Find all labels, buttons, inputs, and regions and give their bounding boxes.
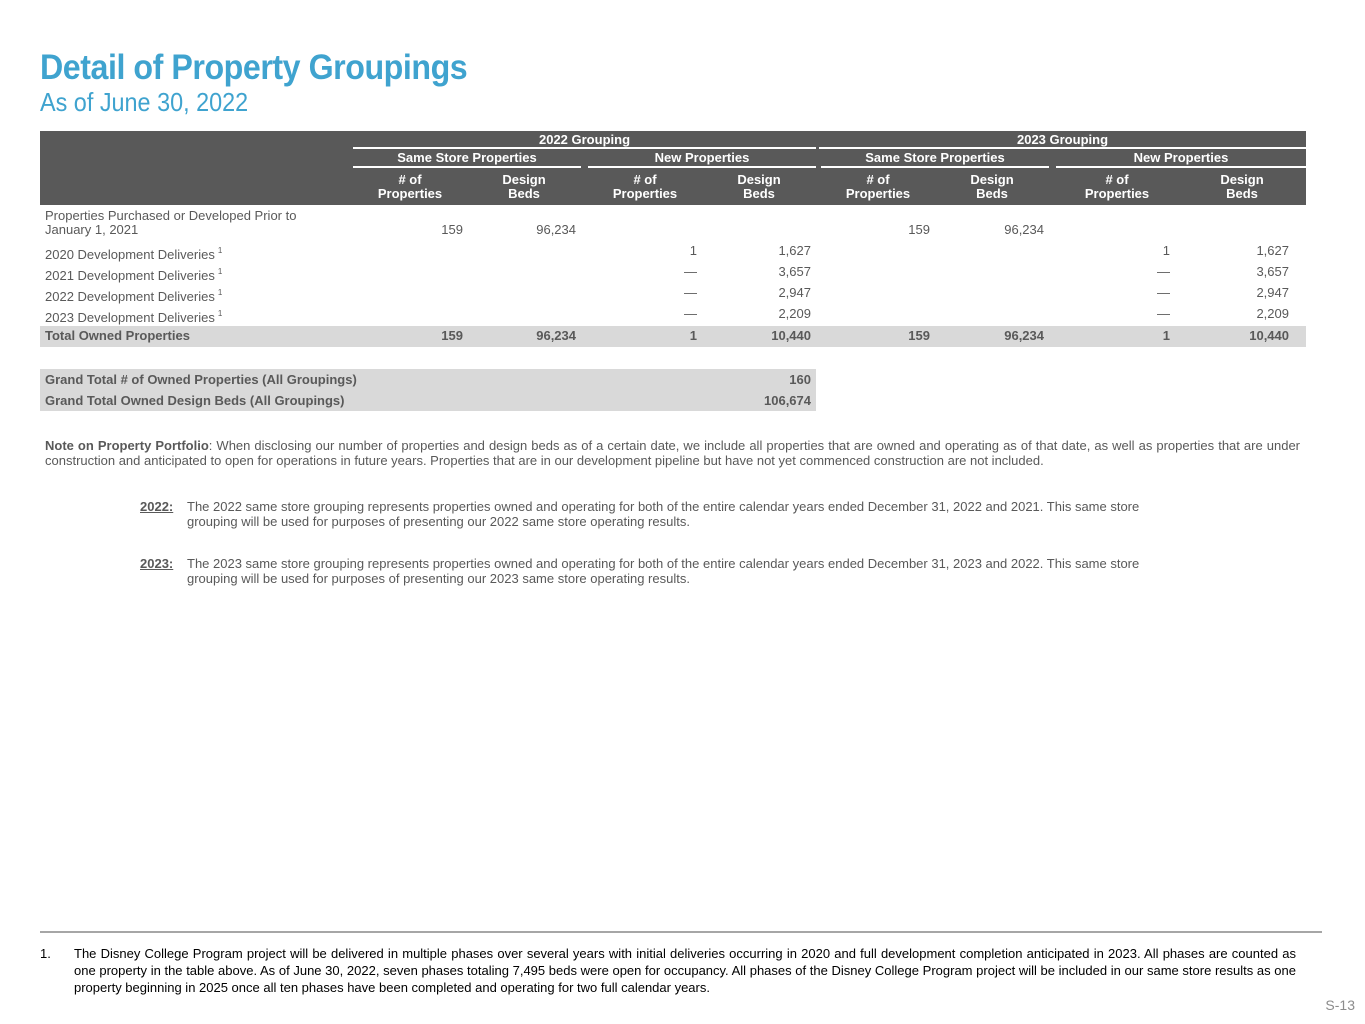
subgroup-same-store-2022: Same Store Properties (397, 150, 537, 165)
grouping-text: The 2022 same store grouping represents properties owned and operating for both of the entire calendar years ended December 31, 2022 and 2021. This same store grouping will be used for purposes of presenting our 2022 same store operating results. (187, 499, 1140, 529)
cell: 159 (441, 222, 463, 237)
cell: 1 (1162, 328, 1170, 343)
portfolio-note (45, 439, 1300, 468)
cell: — (1157, 285, 1170, 300)
table-row (40, 209, 1306, 239)
col-header-beds: Design Beds (502, 172, 546, 201)
cell: 159 (908, 222, 930, 237)
cell: 1,627 (778, 243, 811, 258)
header-divider (588, 166, 816, 168)
total-label: Total Owned Properties (45, 328, 190, 343)
grouping-year-label: 2022: (140, 499, 174, 514)
header-divider (353, 166, 581, 168)
col-header-properties: # of Properties (1084, 172, 1150, 201)
col-header-beds: Design Beds (737, 172, 781, 201)
table-row (40, 286, 1306, 304)
cell: 1 (1162, 243, 1170, 258)
page-title: Detail of Property Groupings (40, 48, 468, 87)
footnote-divider (40, 931, 1322, 933)
cell: 3,657 (778, 264, 811, 279)
cell: — (684, 264, 697, 279)
footnote-ref: 1 (217, 246, 223, 255)
grand-total-label: Grand Total Owned Design Beds (All Groupings) (45, 393, 345, 408)
footnote-text: The Disney College Program project will be delivered in multiple phases over several years with initial deliveries occurring in 2020 and full development completion anticipated in 2023. All phases are counted as one property in the table above. As of June 30, 2022, seven phases totaling 7,495 beds were open for occupancy. All phases of the Disney College Program project will be included in our same store results as one property beginning in 2025 once all ten phases have been completed and operating for two full calendar years. (74, 946, 1296, 995)
row-label: 2020 Development Deliveries $^1$ (45, 246, 223, 262)
col-header-beds: Design Beds (970, 172, 1014, 201)
col-header-properties: # of Properties (612, 172, 678, 201)
cell: 2,947 (778, 285, 811, 300)
cell: 1 (689, 243, 697, 258)
grouping-note-2023 (140, 557, 1170, 589)
cell: 10,440 (1249, 328, 1289, 343)
cell: 2,209 (778, 306, 811, 321)
cell: — (684, 285, 697, 300)
grand-total-value: 106,674 (764, 393, 811, 408)
subgroup-new-2023: New Properties (1133, 150, 1229, 165)
cell: 2,209 (1256, 306, 1289, 321)
cell: 1 (689, 328, 697, 343)
group-header-2022: 2022 Grouping (538, 132, 631, 147)
subgroup-new-2022: New Properties (654, 150, 750, 165)
cell: 159 (908, 328, 930, 343)
cell: 3,657 (1256, 264, 1289, 279)
grand-total-properties (40, 369, 816, 390)
note-heading: Note on Property Portfolio (45, 438, 209, 453)
grand-total-label: Grand Total # of Owned Properties (All Groupings) (45, 372, 357, 387)
footnote-number: 1. (40, 946, 51, 961)
grouping-text: The 2023 same store grouping represents properties owned and operating for both of the entire calendar years ended December 31, 2023 and 2022. This same store grouping will be used for purposes of presenting our 2023 same store operating results. (187, 556, 1140, 586)
cell: 1,627 (1256, 243, 1289, 258)
cell: 96,234 (536, 328, 576, 343)
header-divider (821, 166, 1049, 168)
total-row (40, 326, 1306, 347)
cell: — (1157, 264, 1170, 279)
row-label: 2022 Development Deliveries $^1$ (45, 288, 223, 304)
row-label: 2021 Development Deliveries $^1$ (45, 267, 223, 283)
grouping-year-label: 2023: (140, 556, 174, 571)
page-subtitle: As of June 30, 2022 (40, 87, 249, 117)
group-header-2023: 2023 Grouping (1016, 132, 1109, 147)
footnote-ref: 1 (217, 309, 223, 318)
cell: 159 (441, 328, 463, 343)
table-row (40, 244, 1306, 262)
page-number: S-13 (1325, 997, 1355, 1013)
grouping-note-2022 (140, 500, 1170, 532)
cell: 10,440 (771, 328, 811, 343)
cell: — (684, 306, 697, 321)
col-header-beds: Design Beds (1220, 172, 1264, 201)
table-row (40, 265, 1306, 283)
cell: — (1157, 306, 1170, 321)
cell: 96,234 (1004, 222, 1044, 237)
col-header-properties: # of Properties (377, 172, 443, 201)
col-header-properties: # of Properties (845, 172, 911, 201)
table-row (40, 307, 1306, 325)
header-divider (1056, 166, 1306, 168)
footnote-ref: 1 (217, 288, 223, 297)
row-label: Properties Purchased or Developed Prior to January 1, 2021 (45, 208, 297, 237)
subgroup-same-store-2023: Same Store Properties (865, 150, 1005, 165)
cell: 96,234 (536, 222, 576, 237)
note-text: : When disclosing our number of properties and design beds as of a certain date, we include all properties that are owned and operating as of that date, as well as properties that are under construction and anticipated to open for operations in future years. Properties that are in our development pipeline but have not yet commenced construction are not included. (45, 438, 1300, 468)
row-label: 2023 Development Deliveries $^1$ (45, 309, 223, 325)
cell: 96,234 (1004, 328, 1044, 343)
grand-total-beds (40, 390, 816, 411)
cell: 2,947 (1256, 285, 1289, 300)
grand-total-value: 160 (789, 372, 811, 387)
footnote-ref: 1 (217, 267, 223, 276)
